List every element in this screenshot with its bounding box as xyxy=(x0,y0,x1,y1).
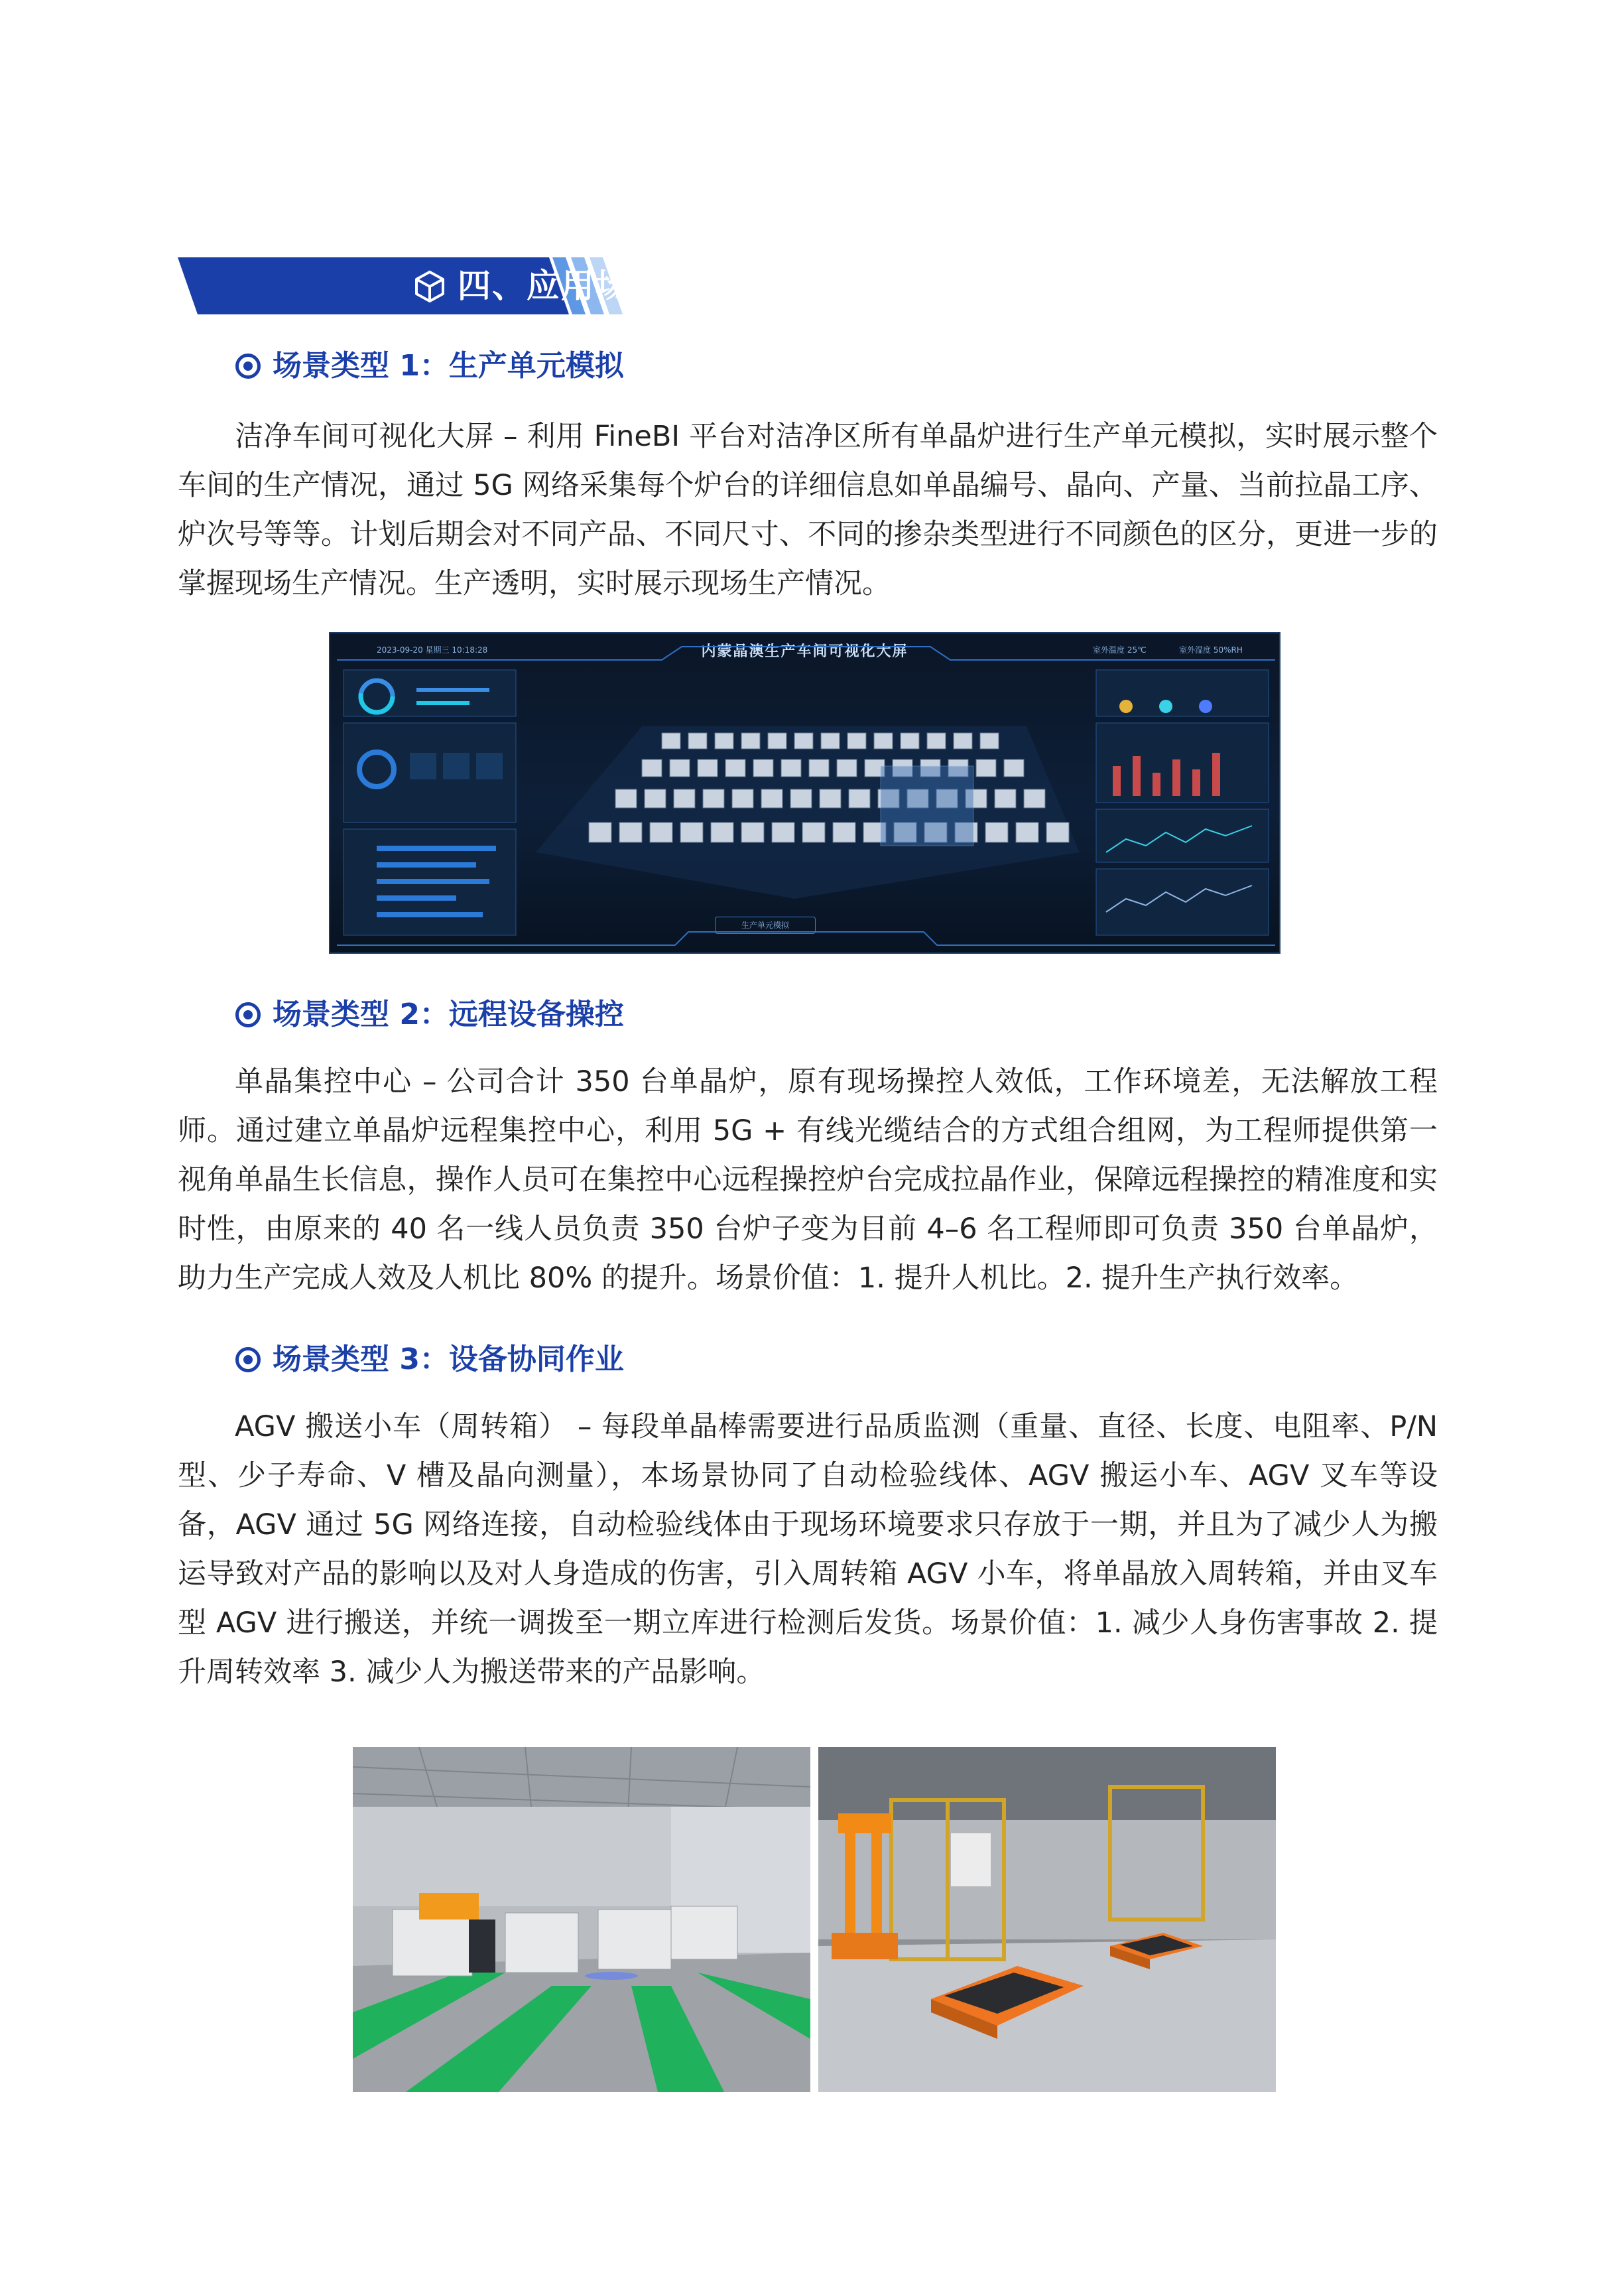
agv-cart-graphic xyxy=(353,1747,810,2092)
dashboard-screenshot xyxy=(329,632,1280,954)
cube-icon xyxy=(410,267,450,306)
scene-2-heading-text: 场景类型 2：远程设备操控 xyxy=(273,998,624,1031)
scene-1-heading xyxy=(235,343,624,389)
agv-cart-photo xyxy=(353,1747,810,2092)
scene-1-body: 洁净车间可视化大屏 – 利用 FineBI 平台对洁净区所有单晶炉进行生产单元模拟，实时展示整个车间的生产情况，通过 5G 网络采集每个炉台的详细信息如单晶编号、晶向、产量、当前拉晶工序、炉次号等等。计划后期会对不同产品、不同尺寸、不同的掺杂类型进行不同颜色的区分，更进一步的掌握现场生产情况。生产透明，实时展示现场生产情况。 xyxy=(178,420,1438,600)
dashboard-humidity-value: 50%RH xyxy=(1213,645,1243,655)
scene-3-body: AGV 搬送小车（周转箱） – 每段单晶棒需要进行品质监测（重量、直径、长度、电阻率、P/N 型、少子寿命、V 槽及晶向测量），本场景协同了自动检验线体、AGV 搬运小车、AGV 叉车等设备，AGV 通过 5G 网络连接，自动检验线体由于现场环境要求只存放于一期，并且为了减少人为搬运导致对产品的影响以及对人身造成的伤害，引入周转箱 AGV 小车，将单晶放入周转箱，并由叉车型 AGV 进行搬送，并统一调拨至一期立库进行检测后发货。场景价值：1. 减少人身伤害事故 2. 提升周转效率 3. 减少人为搬送带来的产品影响。 xyxy=(178,1410,1438,1689)
agv-robot-graphic xyxy=(818,1747,1276,2092)
dashboard-graphic xyxy=(330,633,1280,954)
scene-3-heading xyxy=(235,1336,624,1383)
section-title: 四、应用场景 xyxy=(458,266,664,305)
scene-1-heading-text: 场景类型 1：生产单元模拟 xyxy=(273,349,624,383)
scene-2-body: 单晶集控中心 – 公司合计 350 台单晶炉，原有现场操控人效低，工作环境差，无法解放工程师。通过建立单晶炉远程集控中心，利用 5G + 有线光缆结合的方式组合组网，为工程师提供第一视角单晶生长信息，操作人员可在集控中心远程操控炉台完成拉晶作业，保障远程操控的精准度和实时性，由原来的 40 名一线人员负责 350 台炉子变为目前 4–6 名工程师即可负责 350 台单晶炉，助力生产完成人效及人机比 80% 的提升。场景价值：1. 提升人机比。2. 提升生产执行效率。 xyxy=(178,1065,1438,1295)
bullet-icon xyxy=(235,354,261,379)
dashboard-temp-value: 25℃ xyxy=(1127,645,1147,655)
dashboard-title: 内蒙晶澳生产车间可视化大屏 xyxy=(701,643,908,660)
agv-robot-photo xyxy=(818,1747,1276,2092)
bullet-icon xyxy=(235,1002,261,1027)
dashboard-temp-label: 室外温度 xyxy=(1093,645,1125,655)
dashboard-date: 2023-09-20 星期三 10:18:28 xyxy=(377,645,488,655)
dashboard-footer-tab: 生产单元模拟 xyxy=(715,917,816,934)
scene-2-heading xyxy=(235,992,624,1038)
scene-3-heading-text: 场景类型 3：设备协同作业 xyxy=(273,1342,624,1376)
bullet-icon xyxy=(235,1347,261,1372)
dashboard-humidity-label: 室外湿度 xyxy=(1179,645,1212,655)
